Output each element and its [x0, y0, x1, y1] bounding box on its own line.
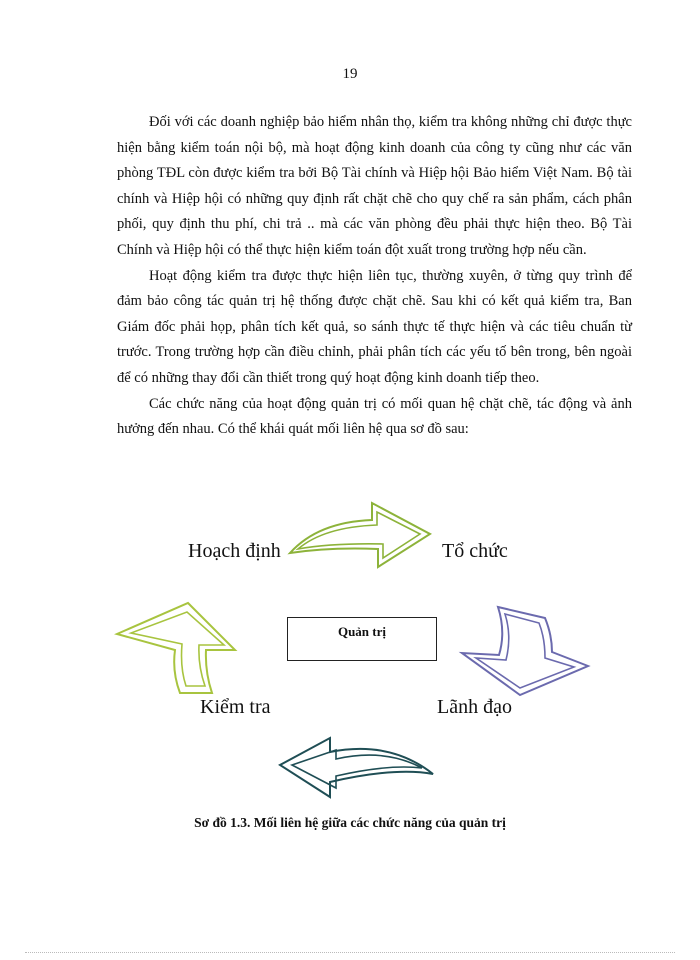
arrow-planning-to-organizing	[290, 503, 430, 567]
page-number: 19	[342, 66, 358, 82]
paragraph-2: Hoạt động kiểm tra được thực hiện liên tục, thường xuyên, ở từng quy trình để đảm bảo công tác quản trị hệ thống được chặt chẽ. Sau khi có kết quả kiểm tra, Ban Giám đốc phải họp, phân tích kết quả, so sánh thực tế thực hiện và các tiêu chuẩn từ trước. Trong trường hợp cần điều chỉnh, phải phân tích các yếu tố bên trong, bên ngoài để có những thay đổi cần thiết trong quý hoạt động kinh doanh tiếp theo.	[117, 267, 632, 386]
label-controlling: Kiểm tra	[200, 696, 271, 718]
figure-caption: Sơ đồ 1.3. Mối liên hệ giữa các chức năng của quản trị	[194, 815, 506, 830]
label-leading: Lãnh đạo	[437, 696, 512, 718]
arrow-controlling-to-planning	[117, 603, 235, 693]
paragraph-3: Các chức năng của hoạt động quản trị có mối quan hệ chặt chẽ, tác động và ảnh hưởng đến nhau. Có thể khái quát mối liên hệ qua sơ đồ sau:	[117, 395, 632, 438]
paragraph-1: Đối với các doanh nghiệp bảo hiểm nhân thọ, kiểm tra không những chỉ được thực hiện bằng kiểm toán nội bộ, mà hoạt động kinh doanh của công ty cũng như các văn phòng TĐL còn được kiểm tra bởi Bộ Tài chính và Hiệp hội Bảo hiểm Việt Nam. Bộ tài chính và Hiệp hội có những quy định rất chặt chẽ cho quy chế ra sản phẩm, cách phân phối, quy định thu phí, chi trả .. mà các văn phòng đều phải thực hiện theo. Bộ Tài Chính và Hiệp hội có thể thực hiện kiểm toán đột xuất trong trường hợp nếu cần.	[117, 114, 632, 258]
label-organizing: Tổ chức	[442, 540, 508, 562]
footer-divider	[25, 952, 675, 953]
center-box-management: Quản trị	[287, 617, 437, 661]
arrow-organizing-to-leading	[462, 607, 588, 695]
label-planning: Hoạch định	[188, 540, 281, 562]
arrow-leading-to-controlling	[280, 738, 433, 797]
body-text	[117, 110, 632, 443]
